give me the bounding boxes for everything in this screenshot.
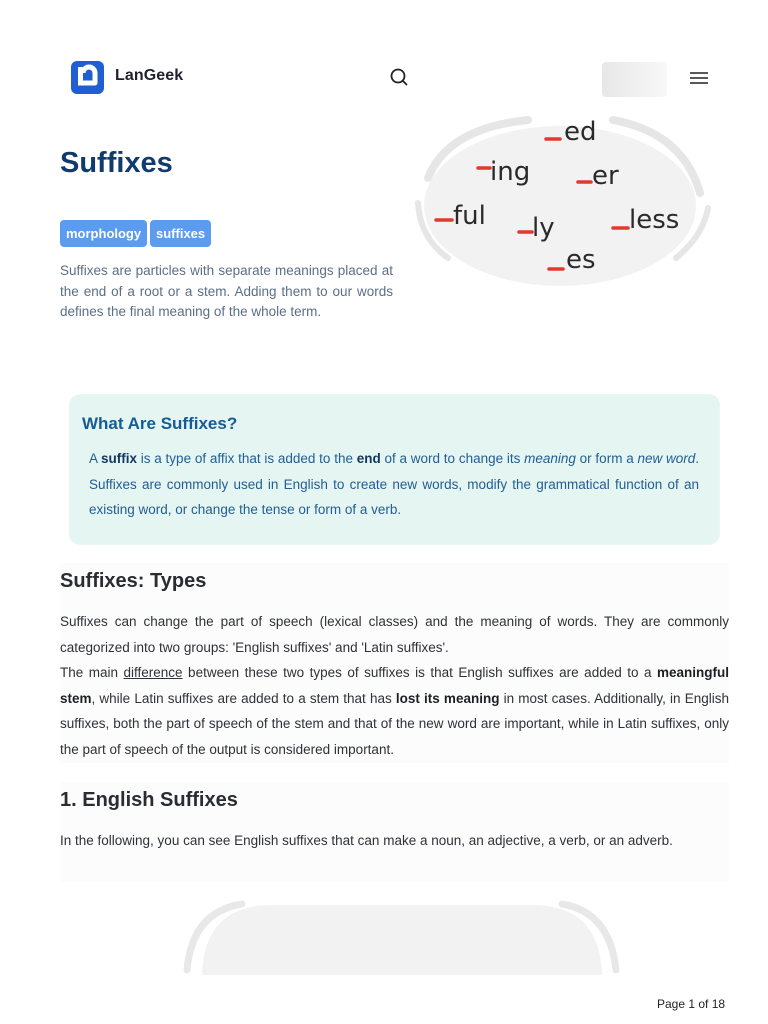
suffix-es: es	[566, 245, 596, 275]
page-number: Page 1 of 18	[657, 997, 726, 1011]
types-heading: Suffixes: Types	[60, 570, 207, 592]
suffix-ed: ed	[564, 117, 597, 147]
decorative-illustration	[182, 900, 620, 975]
suffix-less: less	[629, 205, 680, 235]
suffix-ly: ly	[532, 213, 555, 243]
brand-name[interactable]: LanGeek	[115, 67, 184, 84]
english-suffixes-paragraph: In the following, you can see English suffixes that can make a noun, an adjective, a verb, or an adverb.	[60, 833, 673, 848]
intro-text: Suffixes are particles with separate meanings placed at the end of a root or a stem. Adding them to our words defines the final meaning of the whole term.	[60, 263, 393, 319]
definition-text: A suffix is a type of affix that is added to the end of a word to change its meaning or form a new word. Suffixes are commonly used in English to create new words, modify the grammatical function of an existing word, or change the tense or form of a verb.	[89, 451, 700, 517]
tag-morphology[interactable]: morphology	[60, 220, 147, 247]
difference-term: difference	[123, 665, 183, 680]
definition-box	[70, 395, 719, 544]
types-paragraph-1: Suffixes can change the part of speech (lexical classes) and the meaning of words. They are commonly categorized into two groups: 'English suffixes' and 'Latin suffixes'.	[60, 614, 729, 655]
search-icon[interactable]	[388, 66, 410, 88]
types-paragraph-2: The main difference between these two types of suffixes is that English suffixes are added to a meaningful stem, while Latin suffixes are added to a stem that has lost its meaning in most cases. Additionally, in English suffixes, both the part of speech of the stem and that of the new word are important, while in Latin suffixes, only the part of speech of the output is considered important.	[60, 665, 729, 757]
definition-title: What Are Suffixes?	[82, 414, 238, 433]
langeek-logo-icon[interactable]	[71, 61, 104, 94]
suffix-ful: ful	[453, 201, 486, 231]
suffix-ing: ing	[490, 157, 531, 187]
english-suffixes-heading: 1. English Suffixes	[60, 789, 238, 811]
suffixes-illustration	[408, 108, 712, 296]
page-title: Suffixes	[60, 147, 173, 179]
account-button-placeholder[interactable]	[602, 62, 667, 97]
hamburger-menu-icon[interactable]	[688, 68, 710, 88]
suffix-er: er	[592, 161, 619, 191]
tag-suffixes[interactable]: suffixes	[150, 220, 211, 247]
